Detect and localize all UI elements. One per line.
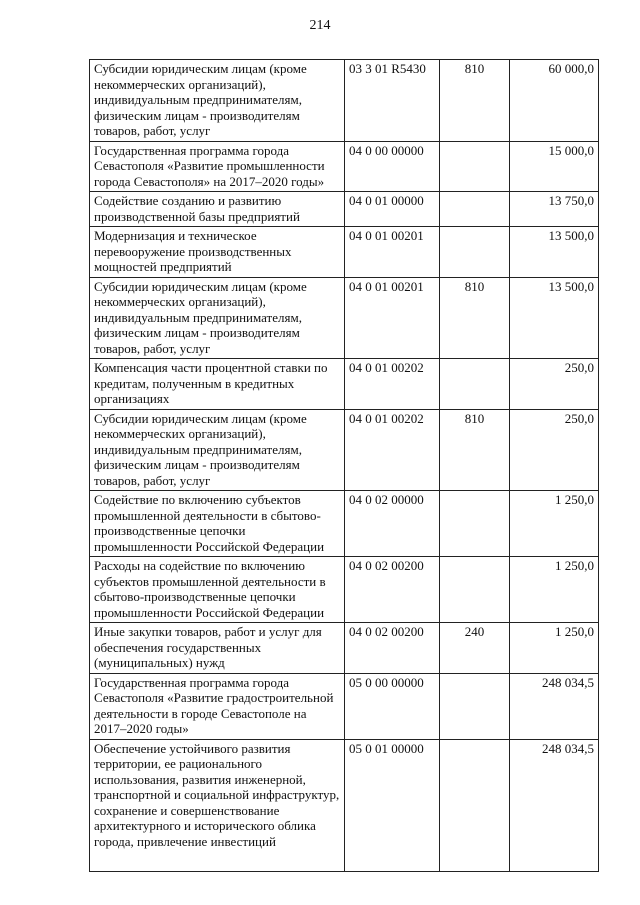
row-expense-type: 240 [440,623,510,674]
table-row [90,141,599,192]
row-code: 04 0 01 00201 [345,227,440,278]
budget-table-body [90,60,599,872]
row-code: 04 0 02 00200 [345,557,440,623]
row-expense-type: 810 [440,277,510,359]
table-row [90,409,599,491]
row-name: Государственная программа города Севастополя «Развитие градостроительной деятельности в городе Севастополе на 2017–2020 годы» [90,673,345,739]
row-expense-type [440,227,510,278]
row-code: 04 0 00 00000 [345,141,440,192]
row-sum: 250,0 [510,359,599,410]
table-row [90,557,599,623]
row-code: 04 0 01 00202 [345,359,440,410]
table-row [90,227,599,278]
row-expense-type [440,491,510,557]
row-sum: 1 250,0 [510,623,599,674]
row-name: Субсидии юридическим лицам (кроме некоммерческих организаций), индивидуальным предпринимателям, физическим лицам - производителям товаров, работ, услуг [90,277,345,359]
table-row [90,359,599,410]
row-expense-type: 810 [440,409,510,491]
page-number: 214 [309,18,331,33]
row-expense-type: 810 [440,60,510,142]
row-sum: 248 034,5 [510,673,599,739]
row-name: Субсидии юридическим лицам (кроме некоммерческих организаций), индивидуальным предпринимателям, физическим лицам - производителям товаров, работ, услуг [90,60,345,142]
row-sum: 1 250,0 [510,557,599,623]
row-sum: 1 250,0 [510,491,599,557]
row-name: Субсидии юридическим лицам (кроме некоммерческих организаций), индивидуальным предпринимателям, физическим лицам - производителям товаров, работ, услуг [90,409,345,491]
row-sum: 248 034,5 [510,739,599,871]
row-sum: 15 000,0 [510,141,599,192]
row-expense-type [440,192,510,227]
row-name: Обеспечение устойчивого развития территории, ее рационального использования, развития инженерной, транспортной и социальной инфраструктур, сохранение и совершенствование архитектурного и исторического облика города, привлечение инвестиций [90,739,345,871]
row-name: Модернизация и техническое перевооружение производственных мощностей предприятий [90,227,345,278]
row-name: Расходы на содействие по включению субъектов промышленной деятельности в сбытово-производственные цепочки промышленности Российской Федерации [90,557,345,623]
table-row [90,277,599,359]
row-code: 04 0 01 00201 [345,277,440,359]
budget-table [89,59,599,872]
row-code: 04 0 01 00202 [345,409,440,491]
row-sum: 13 500,0 [510,277,599,359]
row-name: Содействие по включению субъектов промышленной деятельности в сбытово-производственные цепочки промышленности Российской Федерации [90,491,345,557]
row-sum: 60 000,0 [510,60,599,142]
row-code: 03 3 01 R5430 [345,60,440,142]
row-name: Иные закупки товаров, работ и услуг для обеспечения государственных (муниципальных) нужд [90,623,345,674]
row-sum: 13 500,0 [510,227,599,278]
table-row [90,192,599,227]
table-row [90,491,599,557]
row-name: Компенсация части процентной ставки по кредитам, полученным в кредитных организациях [90,359,345,410]
table-row [90,623,599,674]
row-name: Содействие созданию и развитию производственной базы предприятий [90,192,345,227]
row-code: 04 0 01 00000 [345,192,440,227]
row-expense-type [440,141,510,192]
row-expense-type [440,359,510,410]
row-code: 05 0 01 00000 [345,739,440,871]
row-expense-type [440,557,510,623]
table-row [90,739,599,871]
row-code: 05 0 00 00000 [345,673,440,739]
row-expense-type [440,739,510,871]
row-sum: 250,0 [510,409,599,491]
table-row [90,60,599,142]
row-expense-type [440,673,510,739]
row-code: 04 0 02 00000 [345,491,440,557]
row-code: 04 0 02 00200 [345,623,440,674]
table-row [90,673,599,739]
row-sum: 13 750,0 [510,192,599,227]
row-name: Государственная программа города Севастополя «Развитие промышленности города Севастополя» на 2017–2020 годы» [90,141,345,192]
